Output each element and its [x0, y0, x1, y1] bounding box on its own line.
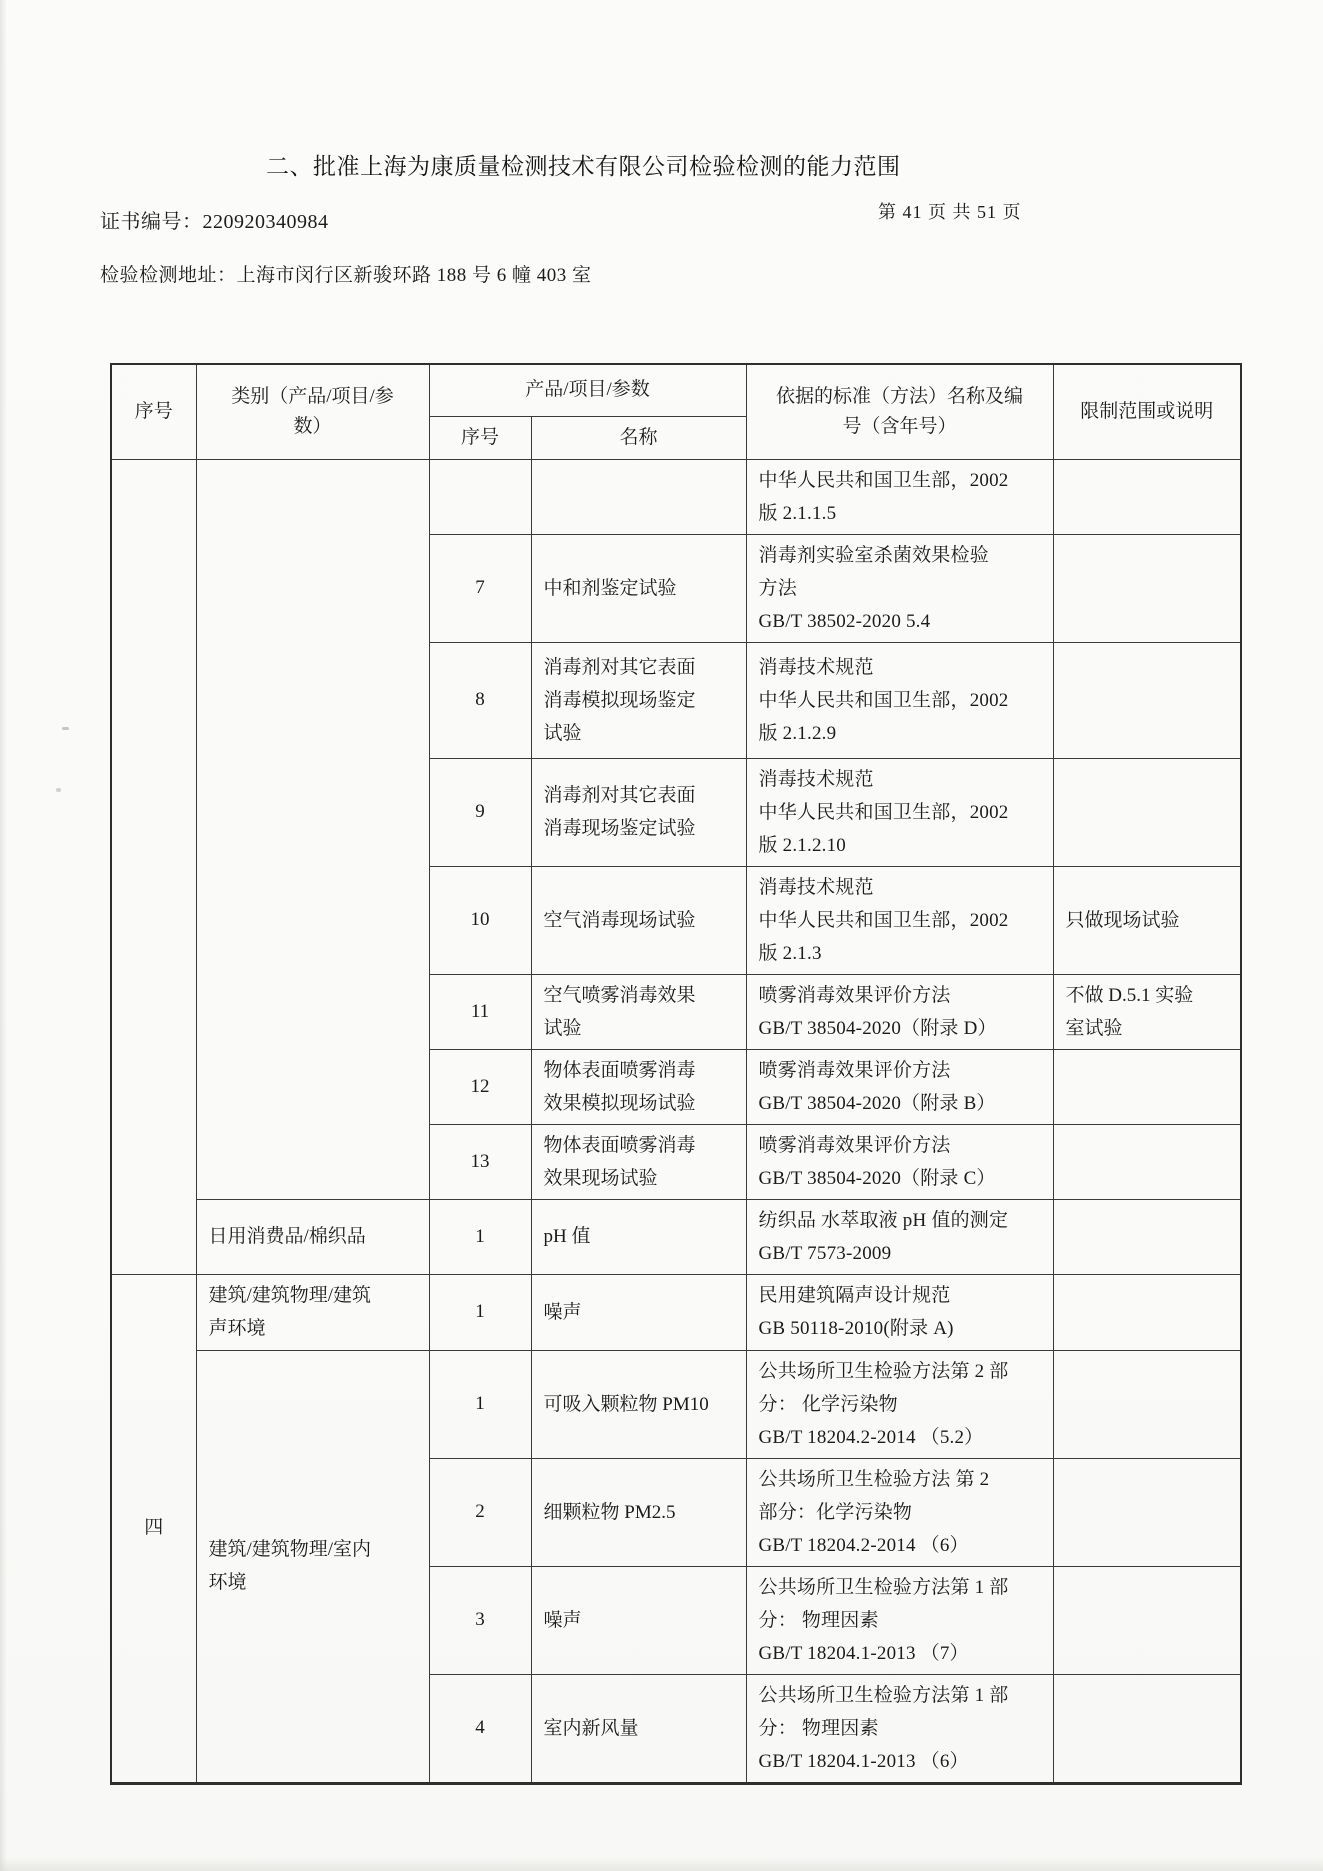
header-cell-product-name: 名称	[531, 416, 746, 459]
cell-product-name	[531, 459, 746, 534]
header-cell-limit: 限制范围或说明	[1053, 364, 1241, 459]
header-cell-product-group: 产品/项目/参数	[429, 364, 746, 416]
page-title: 二、批准上海为康质量检测技术有限公司检验检测的能力范围	[266, 154, 901, 179]
cell-limit-note: 不做 D.5.1 实验 室试验	[1053, 974, 1241, 1049]
cell-limit-note	[1053, 642, 1241, 758]
table-body	[111, 459, 1241, 1783]
cell-limit-note	[1053, 1458, 1241, 1566]
cell-limit-note	[1053, 1566, 1241, 1674]
header-cell-standard: 依据的标准（方法）名称及编 号（含年号）	[746, 364, 1053, 459]
cell-limit-note	[1053, 1124, 1241, 1199]
cell-standard-reference: 公共场所卫生检验方法第 1 部 分： 物理因素 GB/T 18204.1-2013 （6）	[746, 1674, 1053, 1783]
capability-scope-table	[110, 363, 1242, 1785]
cell-product-index: 4	[429, 1674, 531, 1783]
cell-category: 建筑/建筑物理/建筑 声环境	[196, 1274, 429, 1350]
cell-category: 建筑/建筑物理/室内 环境	[196, 1350, 429, 1783]
cell-product-name: 消毒剂对其它表面 消毒现场鉴定试验	[531, 758, 746, 866]
cell-product-name: 室内新风量	[531, 1674, 746, 1783]
cell-standard-reference: 消毒技术规范 中华人民共和国卫生部，2002 版 2.1.2.9	[746, 642, 1053, 758]
cell-standard-reference: 喷雾消毒效果评价方法 GB/T 38504-2020（附录 C）	[746, 1124, 1053, 1199]
scan-speck-artifact	[62, 727, 69, 730]
cell-product-index	[429, 459, 531, 534]
cell-standard-reference: 民用建筑隔声设计规范 GB 50118-2010(附录 A)	[746, 1274, 1053, 1350]
cell-section-number	[111, 459, 196, 1274]
header-cell-index: 序号	[111, 364, 196, 459]
scan-speck-artifact	[56, 788, 61, 792]
cell-standard-reference: 公共场所卫生检验方法 第 2 部分：化学污染物 GB/T 18204.2-2014 （6）	[746, 1458, 1053, 1566]
page-indicator: 第 41 页 共 51 页	[878, 202, 1022, 222]
cell-product-name: 可吸入颗粒物 PM10	[531, 1350, 746, 1458]
cell-product-index: 11	[429, 974, 531, 1049]
table-row	[111, 459, 1241, 534]
cell-limit-note	[1053, 1274, 1241, 1350]
cell-product-name: 中和剂鉴定试验	[531, 534, 746, 642]
cell-standard-reference: 喷雾消毒效果评价方法 GB/T 38504-2020（附录 D）	[746, 974, 1053, 1049]
cell-limit-note	[1053, 1350, 1241, 1458]
cell-product-index: 8	[429, 642, 531, 758]
cell-product-name: 空气喷雾消毒效果 试验	[531, 974, 746, 1049]
scan-edge-artifact	[0, 0, 7, 1871]
cell-standard-reference: 中华人民共和国卫生部，2002 版 2.1.1.5	[746, 459, 1053, 534]
cell-product-name: pH 值	[531, 1199, 746, 1274]
cell-product-name: 噪声	[531, 1566, 746, 1674]
cell-product-index: 10	[429, 866, 531, 974]
cell-product-name: 噪声	[531, 1274, 746, 1350]
cell-standard-reference: 消毒剂实验室杀菌效果检验 方法 GB/T 38502-2020 5.4	[746, 534, 1053, 642]
cell-product-name: 细颗粒物 PM2.5	[531, 1458, 746, 1566]
header-cell-category: 类别（产品/项目/参 数）	[196, 364, 429, 459]
cell-product-index: 2	[429, 1458, 531, 1566]
cell-product-name: 消毒剂对其它表面 消毒模拟现场鉴定 试验	[531, 642, 746, 758]
cell-product-name: 空气消毒现场试验	[531, 866, 746, 974]
cell-limit-note	[1053, 534, 1241, 642]
table-row	[111, 1274, 1241, 1350]
cell-product-index: 13	[429, 1124, 531, 1199]
cell-category	[196, 459, 429, 1199]
header-cell-product-index: 序号	[429, 416, 531, 459]
cell-limit-note	[1053, 1199, 1241, 1274]
cell-product-index: 7	[429, 534, 531, 642]
cell-product-index: 1	[429, 1199, 531, 1274]
scan-edge-artifact	[0, 1857, 1323, 1871]
cell-product-index: 1	[429, 1274, 531, 1350]
header-row	[111, 364, 1241, 416]
cell-standard-reference: 公共场所卫生检验方法第 1 部 分： 物理因素 GB/T 18204.1-2013 （7）	[746, 1566, 1053, 1674]
table-header	[111, 364, 1241, 459]
certificate-number: 证书编号：220920340984	[100, 211, 329, 233]
cell-product-index: 3	[429, 1566, 531, 1674]
cell-product-index: 12	[429, 1049, 531, 1124]
cell-standard-reference: 公共场所卫生检验方法第 2 部 分： 化学污染物 GB/T 18204.2-2014 （5.2）	[746, 1350, 1053, 1458]
cell-standard-reference: 喷雾消毒效果评价方法 GB/T 38504-2020（附录 B）	[746, 1049, 1053, 1124]
table-row	[111, 1350, 1241, 1458]
cell-limit-note	[1053, 459, 1241, 534]
inspection-address: 检验检测地址：上海市闵行区新骏环路 188 号 6 幢 403 室	[100, 265, 592, 286]
table-row	[111, 1199, 1241, 1274]
cell-limit-note	[1053, 1674, 1241, 1783]
cell-product-index: 1	[429, 1350, 531, 1458]
cell-product-name: 物体表面喷雾消毒 效果模拟现场试验	[531, 1049, 746, 1124]
cell-limit-note	[1053, 1049, 1241, 1124]
cell-limit-note	[1053, 758, 1241, 866]
cell-standard-reference: 消毒技术规范 中华人民共和国卫生部，2002 版 2.1.3	[746, 866, 1053, 974]
cell-limit-note: 只做现场试验	[1053, 866, 1241, 974]
cell-standard-reference: 消毒技术规范 中华人民共和国卫生部，2002 版 2.1.2.10	[746, 758, 1053, 866]
cell-product-name: 物体表面喷雾消毒 效果现场试验	[531, 1124, 746, 1199]
cell-standard-reference: 纺织品 水萃取液 pH 值的测定 GB/T 7573-2009	[746, 1199, 1053, 1274]
cell-category: 日用消费品/棉织品	[196, 1199, 429, 1274]
cell-section-number: 四	[111, 1274, 196, 1783]
cell-product-index: 9	[429, 758, 531, 866]
